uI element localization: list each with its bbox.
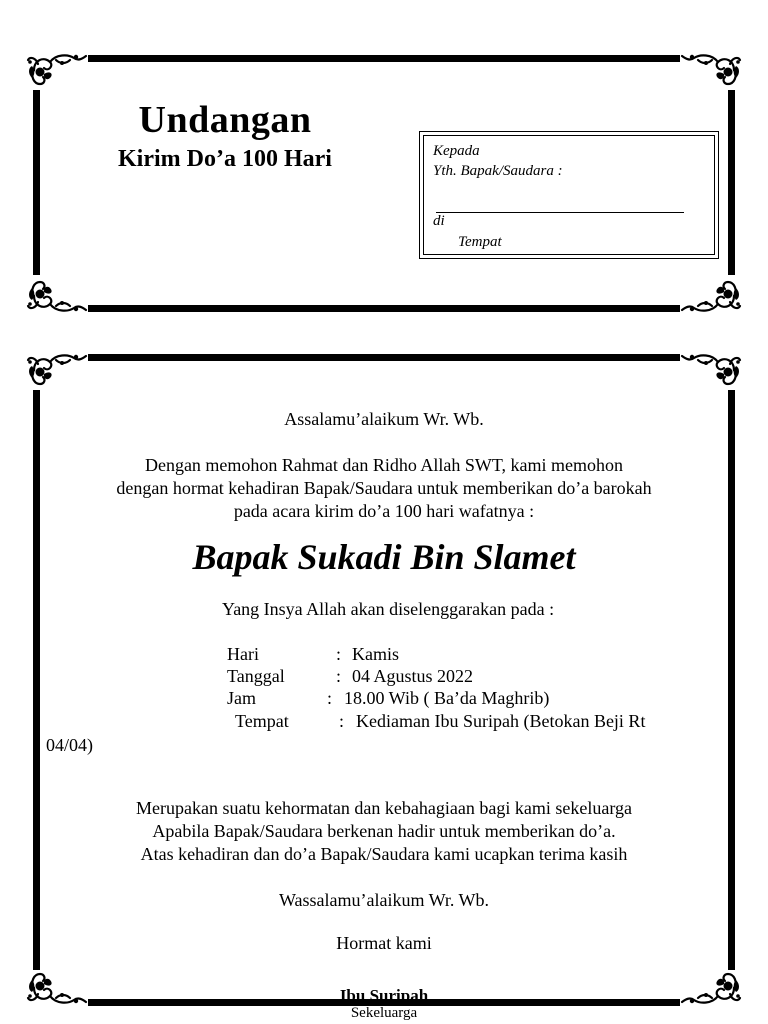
place-colon: : bbox=[339, 711, 345, 731]
signature-family: Sekeluarga bbox=[350, 1005, 418, 1021]
envelope-card bbox=[0, 0, 768, 330]
date-label: Tanggal bbox=[227, 666, 285, 686]
closing-line: Apabila Bapak/Saudara berkenan hadir untuk memberikan do’a. bbox=[152, 821, 616, 841]
address-box bbox=[419, 131, 719, 259]
address-recipient-label: Yth. Bapak/Saudara : bbox=[433, 163, 563, 179]
frame-right-border bbox=[728, 90, 735, 275]
time-value: 18.00 Wib ( Ba’da Maghrib) bbox=[344, 688, 550, 708]
intro-line: pada acara kirim do’a 100 hari wafatnya : bbox=[233, 501, 535, 521]
farewell: Wassalamu’alaikum Wr. Wb. bbox=[278, 890, 490, 910]
floral-corner-ornament-icon bbox=[680, 50, 742, 90]
invitation-title: Undangan bbox=[138, 99, 312, 141]
closing-line: Atas kehadiran dan do’a Bapak/Saudara kami ucapkan terima kasih bbox=[140, 844, 628, 864]
date-value: 04 Agustus 2022 bbox=[352, 666, 474, 686]
frame-bottom-border bbox=[88, 305, 680, 312]
time-colon: : bbox=[327, 688, 333, 708]
floral-corner-ornament-icon bbox=[680, 276, 742, 316]
date-colon: : bbox=[336, 666, 342, 686]
floral-corner-ornament-icon bbox=[26, 350, 88, 390]
signature-name: Ibu Suripah bbox=[339, 986, 429, 1005]
day-value: Kamis bbox=[352, 644, 399, 664]
floral-corner-ornament-icon bbox=[680, 350, 742, 390]
frame-left-border bbox=[33, 90, 40, 275]
intro-line: Dengan memohon Rahmat dan Ridho Allah SWT, kami memohon bbox=[144, 455, 624, 475]
frame-top-border bbox=[88, 354, 680, 361]
floral-corner-ornament-icon bbox=[26, 276, 88, 316]
day-colon: : bbox=[336, 644, 342, 664]
place-label: Tempat bbox=[235, 711, 289, 731]
invitation-card bbox=[0, 340, 768, 1024]
invitation-subtitle: Kirim Do’a 100 Hari bbox=[118, 146, 332, 172]
address-di-label: di bbox=[433, 213, 445, 229]
regards: Hormat kami bbox=[336, 933, 432, 953]
address-place-label: Tempat bbox=[458, 234, 502, 250]
deceased-name: Bapak Sukadi Bin Slamet bbox=[192, 537, 576, 577]
day-label: Hari bbox=[227, 644, 259, 664]
address-to-label: Kepada bbox=[433, 143, 480, 159]
address-box-inner bbox=[423, 135, 715, 255]
frame-top-border bbox=[88, 55, 680, 62]
floral-corner-ornament-icon bbox=[26, 50, 88, 90]
greeting: Assalamu’alaikum Wr. Wb. bbox=[284, 409, 484, 429]
address-recipient-line bbox=[436, 212, 684, 213]
intro-line: dengan hormat kehadiran Bapak/Saudara untuk memberikan do’a barokah bbox=[116, 478, 652, 498]
place-value: Kediaman Ibu Suripah (Betokan Beji Rt bbox=[356, 711, 646, 731]
schedule-intro: Yang Insya Allah akan diselenggarakan pada : bbox=[222, 599, 555, 619]
time-label: Jam bbox=[227, 688, 256, 708]
place-value-continued: 04/04) bbox=[46, 735, 93, 755]
closing-line: Merupakan suatu kehormatan dan kebahagiaan bagi kami sekeluarga bbox=[136, 798, 632, 818]
